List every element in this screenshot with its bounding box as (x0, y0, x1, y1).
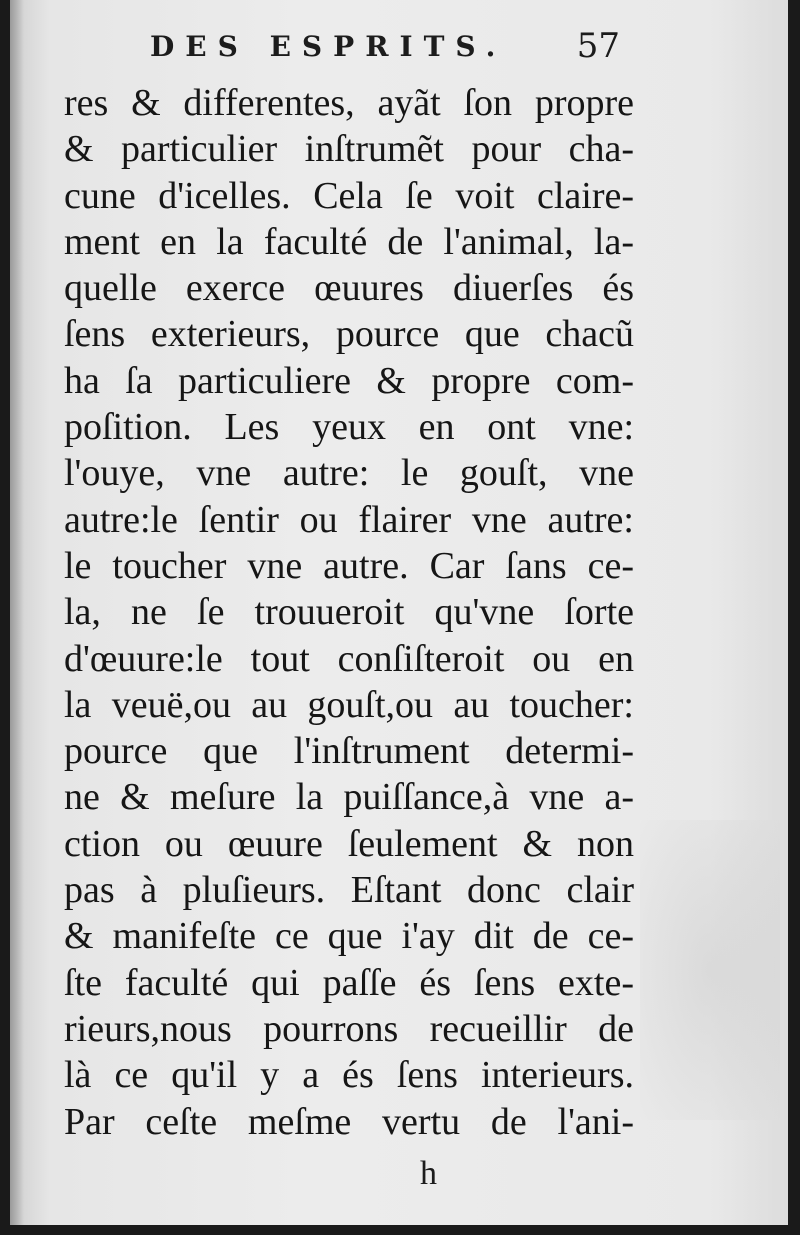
text-line: l'ouye, vne autre: le gouſt, vne (64, 452, 634, 495)
text-line: pas à pluſieurs. Eſtant donc clair (64, 869, 634, 912)
text-line: d'œuure:le tout conſiſteroit ou en (64, 637, 634, 680)
body-text (64, 80, 634, 1145)
text-line: ment en la faculté de l'animal, la- (64, 220, 634, 263)
text-line: ſens exterieurs, pource que chacũ (64, 313, 634, 356)
text-line: la veuë,ou au gouſt,ou au toucher: (64, 683, 634, 726)
book-page (10, 0, 788, 1225)
text-line: ction ou œuure ſeulement & non (64, 822, 634, 865)
text-line: autre:le ſentir ou flairer vne autre: (64, 498, 634, 541)
text-line: cune d'icelles. Cela ſe voit claire- (64, 174, 634, 217)
text-line: & manifeſte ce que i'ay dit de ce- (64, 915, 634, 958)
text-line: ſte faculté qui paſſe és ſens exte- (64, 961, 634, 1004)
show-through (640, 820, 780, 1120)
text-line: ha ſa particuliere & propre com- (64, 359, 634, 402)
text-line: la, ne ſe trouueroit qu'vne ſorte (64, 591, 634, 634)
running-title: DES ESPRITS. (150, 30, 507, 63)
signature-mark: h (420, 1155, 437, 1192)
text-line: pource que l'inſtrument determi- (64, 730, 634, 773)
text-line: là ce qu'il y a és ſens interieurs. (64, 1054, 634, 1097)
text-line: poſition. Les yeux en ont vne: (64, 406, 634, 449)
gutter-shadow (10, 0, 24, 1225)
text-line: res & differentes, ayãt ſon propre (64, 82, 634, 124)
text-line: & particulier inſtrumẽt pour cha- (64, 128, 634, 171)
text-line: ne & meſure la puiſſance,à vne a- (64, 776, 634, 819)
text-line: Par ceſte meſme vertu de l'ani- (64, 1100, 634, 1143)
text-line: rieurs,nous pourrons recueillir de (64, 1007, 634, 1050)
text-line: le toucher vne autre. Car ſans ce- (64, 544, 634, 587)
page-header (150, 22, 620, 72)
text-line: quelle exerce œuures diuerſes és (64, 267, 634, 310)
page-number: 57 (576, 26, 620, 66)
